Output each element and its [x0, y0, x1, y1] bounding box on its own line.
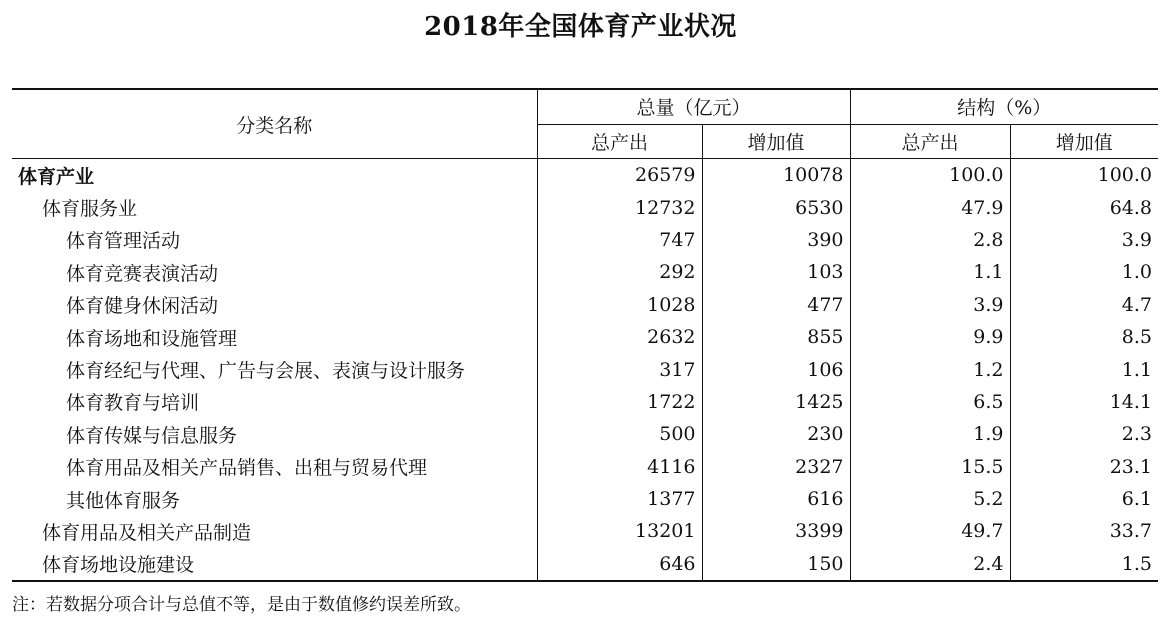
- cell-structure-value-added: 4.7: [1010, 289, 1158, 321]
- table-row: [12, 353, 1158, 385]
- cell-value-added: 1425: [702, 386, 850, 418]
- cell-structure-output: 5.2: [850, 483, 1010, 515]
- table-row: [12, 483, 1158, 515]
- cell-value-added: 106: [702, 353, 850, 385]
- cell-value-added: 230: [702, 418, 850, 450]
- cell-output: 4116: [537, 451, 702, 483]
- row-name: 体育用品及相关产品制造: [42, 521, 252, 544]
- row-name: 体育用品及相关产品销售、出租与贸易代理: [66, 457, 428, 480]
- cell-structure-value-added: 1.1: [1010, 353, 1158, 385]
- cell-value-added: 477: [702, 289, 850, 321]
- cell-output: 646: [537, 548, 702, 581]
- cell-structure-value-added: 23.1: [1010, 451, 1158, 483]
- cell-structure-output: 1.2: [850, 353, 1010, 385]
- row-name: 其他体育服务: [66, 489, 181, 512]
- cell-structure-value-added: 100.0: [1010, 159, 1158, 192]
- cell-structure-output: 9.9: [850, 321, 1010, 353]
- cell-structure-output: 3.9: [850, 289, 1010, 321]
- cell-structure-output: 15.5: [850, 451, 1010, 483]
- cell-value-added: 390: [702, 224, 850, 256]
- cell-structure-value-added: 2.3: [1010, 418, 1158, 450]
- row-name: 体育场地设施建设: [12, 548, 537, 581]
- table-row: [12, 224, 1158, 256]
- cell-structure-output: 100.0: [850, 159, 1010, 192]
- table-row: [12, 515, 1158, 547]
- header-structure-group: 结构（%）: [850, 89, 1158, 124]
- header-structure-output: 总产出: [850, 124, 1010, 159]
- cell-structure-value-added: 1.5: [1010, 548, 1158, 581]
- cell-output: 1722: [537, 386, 702, 418]
- cell-structure-value-added: 64.8: [1010, 191, 1158, 223]
- cell-structure-output: 1.1: [850, 256, 1010, 288]
- cell-structure-value-added: 3.9: [1010, 224, 1158, 256]
- cell-structure-output: 1.9: [850, 418, 1010, 450]
- table-row: [12, 159, 1158, 192]
- cell-output: 26579: [537, 159, 702, 192]
- cell-output: 1028: [537, 289, 702, 321]
- footnote: 注：若数据分项合计与总值不等，是由于数值修约误差所致。: [12, 595, 471, 615]
- cell-value-added: 150: [702, 548, 850, 581]
- table-row: [12, 418, 1158, 450]
- cell-structure-output: 6.5: [850, 386, 1010, 418]
- cell-value-added: 616: [702, 483, 850, 515]
- row-name: 体育服务业: [42, 198, 138, 221]
- cell-structure-output: 47.9: [850, 191, 1010, 223]
- cell-structure-output: 2.8: [850, 224, 1010, 256]
- cell-value-added: 6530: [702, 191, 850, 223]
- page-title: 2018年全国体育产业状况: [424, 12, 737, 42]
- sports-industry-table: [12, 88, 1158, 582]
- row-name: 体育教育与培训: [66, 392, 200, 415]
- cell-structure-value-added: 6.1: [1010, 483, 1158, 515]
- cell-output: 500: [537, 418, 702, 450]
- cell-structure-output: 2.4: [850, 548, 1010, 581]
- cell-value-added: 10078: [702, 159, 850, 192]
- cell-structure-value-added: 14.1: [1010, 386, 1158, 418]
- cell-structure-value-added: 8.5: [1010, 321, 1158, 353]
- header-category: 分类名称: [12, 89, 537, 159]
- table-row: [12, 256, 1158, 288]
- row-name: 体育产业: [18, 165, 95, 188]
- table-row: [12, 386, 1158, 418]
- cell-value-added: 3399: [702, 515, 850, 547]
- row-name: 体育场地和设施管理: [66, 327, 238, 350]
- cell-structure-output: 49.7: [850, 515, 1010, 547]
- row-name: 体育传媒与信息服务: [66, 424, 238, 447]
- table-row: [12, 289, 1158, 321]
- cell-value-added: 103: [702, 256, 850, 288]
- cell-value-added: 2327: [702, 451, 850, 483]
- cell-value-added: 855: [702, 321, 850, 353]
- row-name: 体育管理活动: [66, 230, 181, 253]
- header-total-group: 总量（亿元）: [537, 89, 850, 124]
- row-name: 体育健身休闲活动: [66, 295, 219, 318]
- row-name: 体育经纪与代理、广告与会展、表演与设计服务: [66, 360, 466, 383]
- table-row: [12, 321, 1158, 353]
- cell-output: 292: [537, 256, 702, 288]
- table-row: [12, 548, 1158, 581]
- cell-output: 2632: [537, 321, 702, 353]
- cell-output: 317: [537, 353, 702, 385]
- cell-structure-value-added: 33.7: [1010, 515, 1158, 547]
- table-row: [12, 191, 1158, 223]
- header-structure-value-added: 增加值: [1010, 124, 1158, 159]
- cell-output: 1377: [537, 483, 702, 515]
- header-value-added: 增加值: [702, 124, 850, 159]
- row-name: 体育竞赛表演活动: [66, 262, 219, 285]
- table-row: [12, 451, 1158, 483]
- cell-structure-value-added: 1.0: [1010, 256, 1158, 288]
- cell-output: 13201: [537, 515, 702, 547]
- cell-output: 747: [537, 224, 702, 256]
- cell-output: 12732: [537, 191, 702, 223]
- header-output: 总产出: [537, 124, 702, 159]
